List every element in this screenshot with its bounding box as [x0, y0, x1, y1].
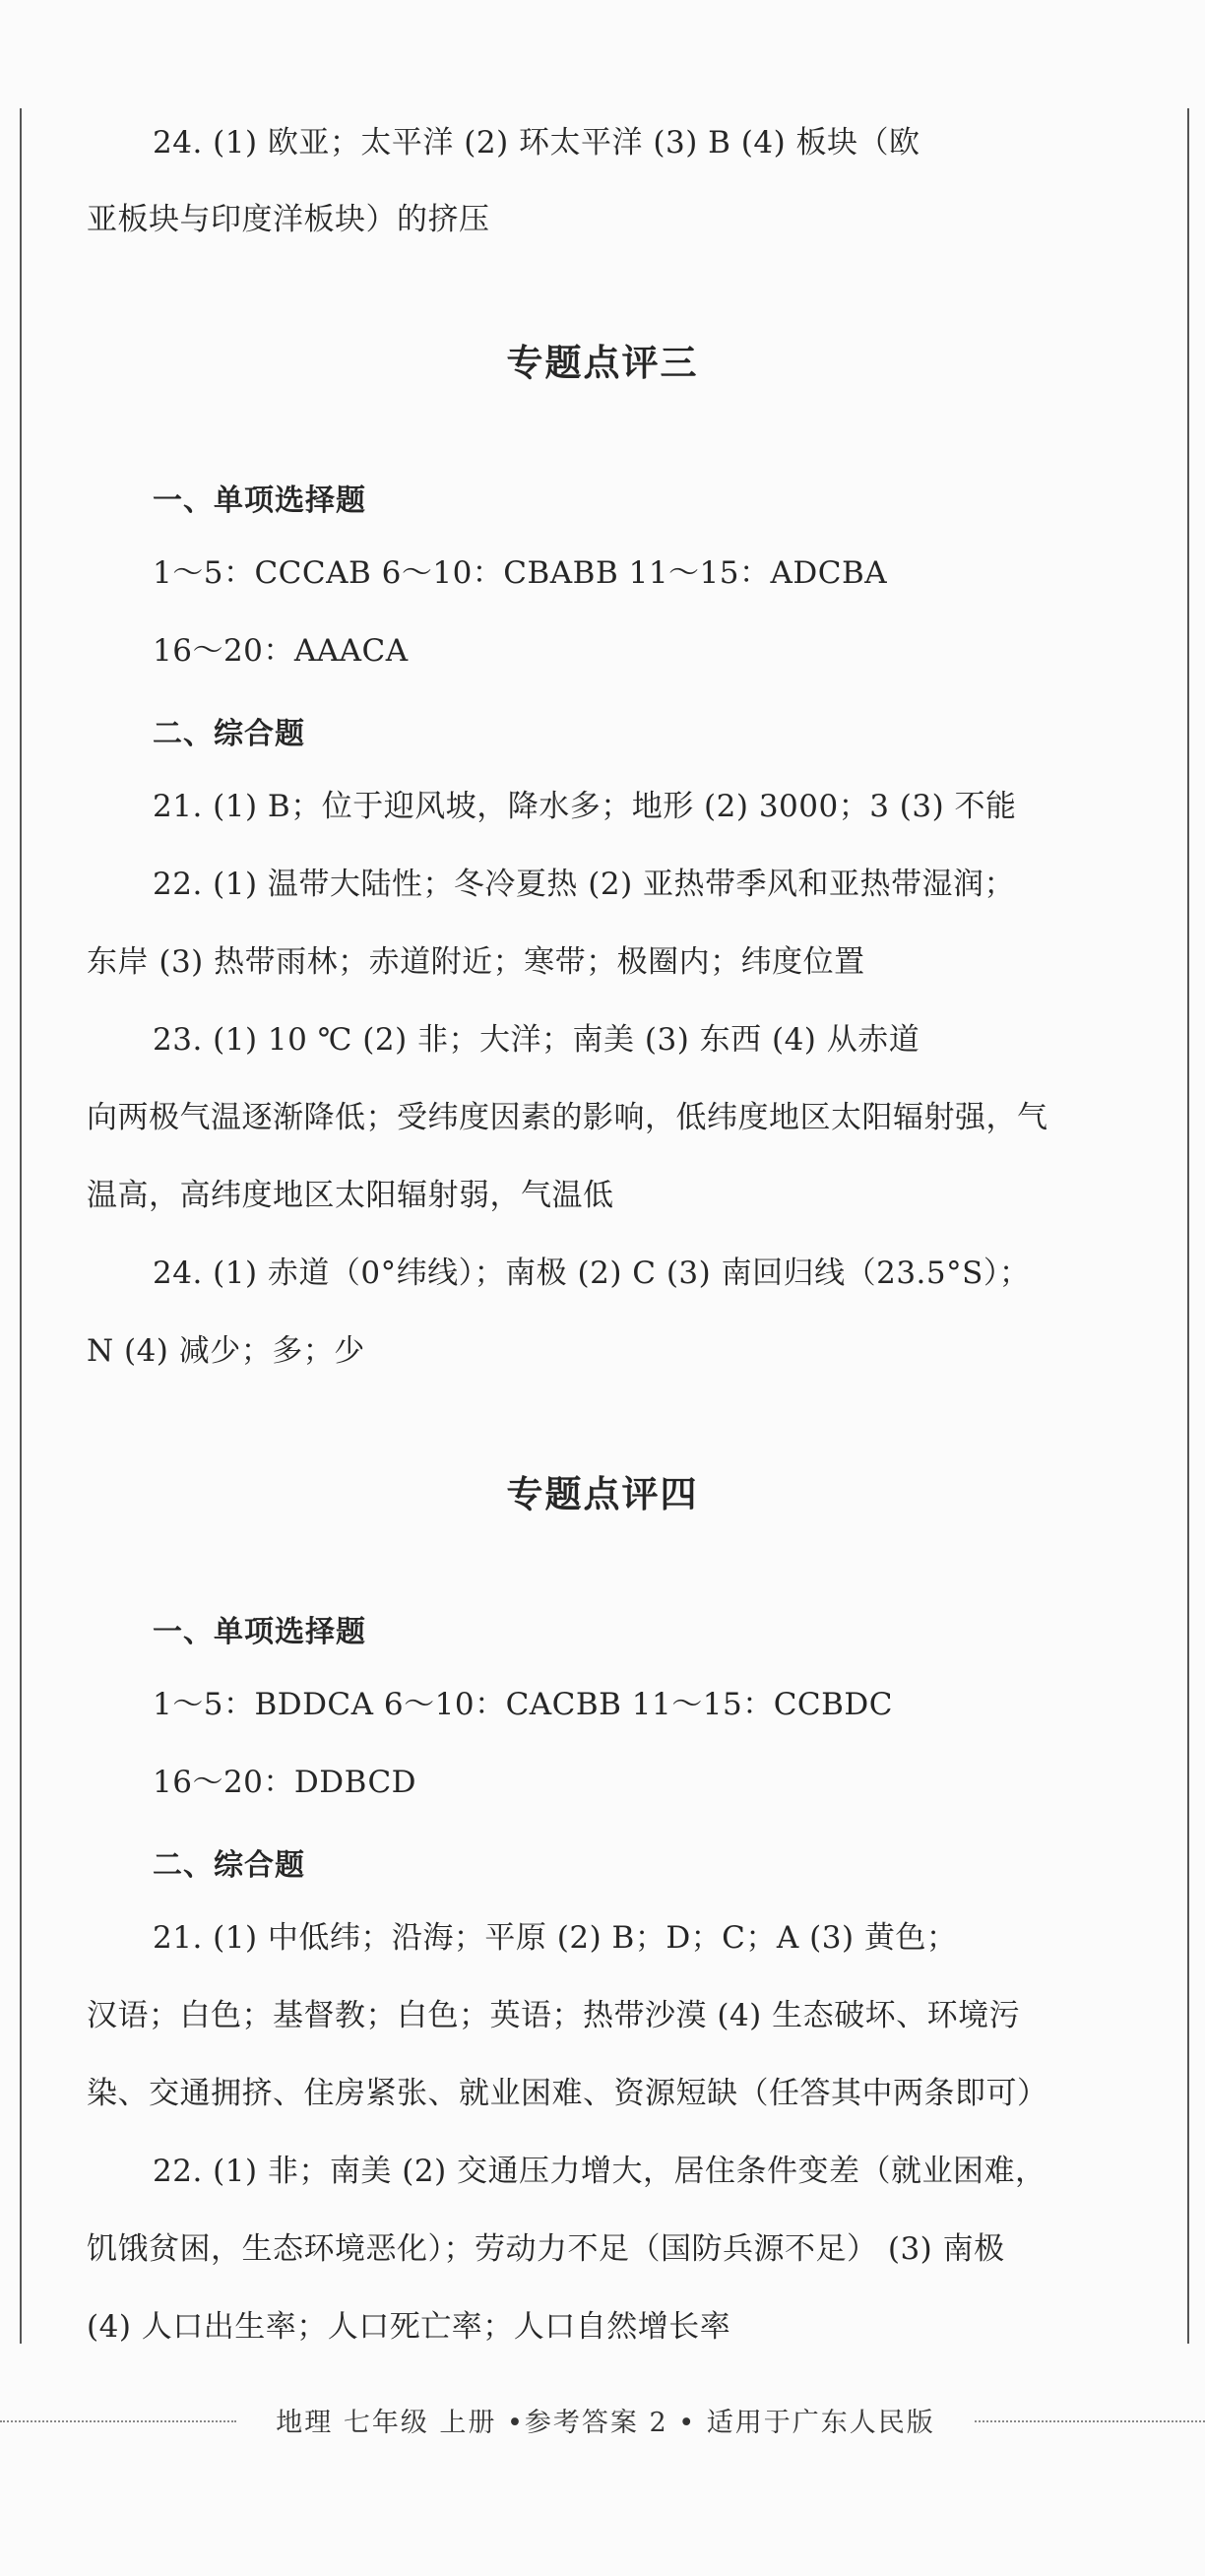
s3-q23-line1: 23. (1) 10 ℃ (2) 非；大洋；南美 (3) 东西 (4) 从赤道	[153, 1022, 920, 1058]
s3-q22-line1: 22. (1) 温带大陆性；冬冷夏热 (2) 亚热带季风和亚热带湿润；	[153, 867, 1016, 902]
s4-mc-line1: 1～5：BDDCA 6～10：CACBB 11～15：CCBDC	[153, 1687, 893, 1722]
footer-dotted-rule-left	[0, 2420, 236, 2422]
s4-q22-line1: 22. (1) 非；南美 (2) 交通压力增大，居住条件变差（就业困难，	[153, 2154, 1046, 2189]
s4-q21-line3: 染、交通拥挤、住房紧张、就业困难、资源短缺（任答其中两条即可）	[87, 2076, 1048, 2111]
s4-mc-line2: 16～20：DDBCD	[153, 1765, 417, 1800]
s3-mc-line2: 16～20：AAACA	[153, 633, 409, 669]
s4-q21-line1: 21. (1) 中低纬；沿海；平原 (2) B；D；C；A (3) 黄色；	[153, 1920, 958, 1956]
s4-q22-line2: 饥饿贫困，生态环境恶化）；劳动力不足（国防兵源不足） (3) 南极	[87, 2231, 1005, 2267]
s4-q22-line3: (4) 人口出生率；人口死亡率；人口自然增长率	[87, 2309, 731, 2345]
answer-24-line1: 24. (1) 欧亚；太平洋 (2) 环太平洋 (3) B (4) 板块（欧	[153, 125, 920, 161]
s3-q23-line2: 向两极气温逐渐降低；受纬度因素的影响，低纬度地区太阳辐射强，气	[87, 1100, 1048, 1135]
answer-24-line2: 亚板块与印度洋板块）的挤压	[87, 202, 490, 237]
s3-q22-line2: 东岸 (3) 热带雨林；赤道附近；寒带；极圈内；纬度位置	[87, 944, 865, 980]
page-footer: 地理 七年级 上册 •参考答案 2 • 适用于广东人民版	[276, 2408, 935, 2438]
s3-q21: 21. (1) B；位于迎风坡，降水多；地形 (2) 3000；3 (3) 不能	[153, 789, 1017, 824]
s3-mc-line1: 1～5：CCCAB 6～10：CBABB 11～15：ADCBA	[153, 555, 888, 591]
section-3-title: 专题点评三	[506, 341, 699, 384]
s3-part2-heading: 二、综合题	[153, 717, 305, 751]
s3-part1-heading: 一、单项选择题	[153, 483, 366, 518]
section-4-title: 专题点评四	[506, 1472, 699, 1515]
s3-q24-line2: N (4) 减少；多；少	[87, 1333, 365, 1369]
left-margin-rule	[20, 108, 22, 2344]
s4-part1-heading: 一、单项选择题	[153, 1615, 366, 1649]
right-margin-rule	[1187, 108, 1189, 2344]
s3-q23-line3: 温高，高纬度地区太阳辐射弱，气温低	[87, 1178, 614, 1213]
s4-q21-line2: 汉语；白色；基督教；白色；英语；热带沙漠 (4) 生态破坏、环境污	[87, 1998, 1021, 2033]
s4-part2-heading: 二、综合题	[153, 1848, 305, 1883]
footer-dotted-rule-right	[975, 2420, 1205, 2422]
s3-q24-line1: 24. (1) 赤道（0°纬线）；南极 (2) C (3) 南回归线（23.5°S）；	[153, 1256, 1031, 1291]
